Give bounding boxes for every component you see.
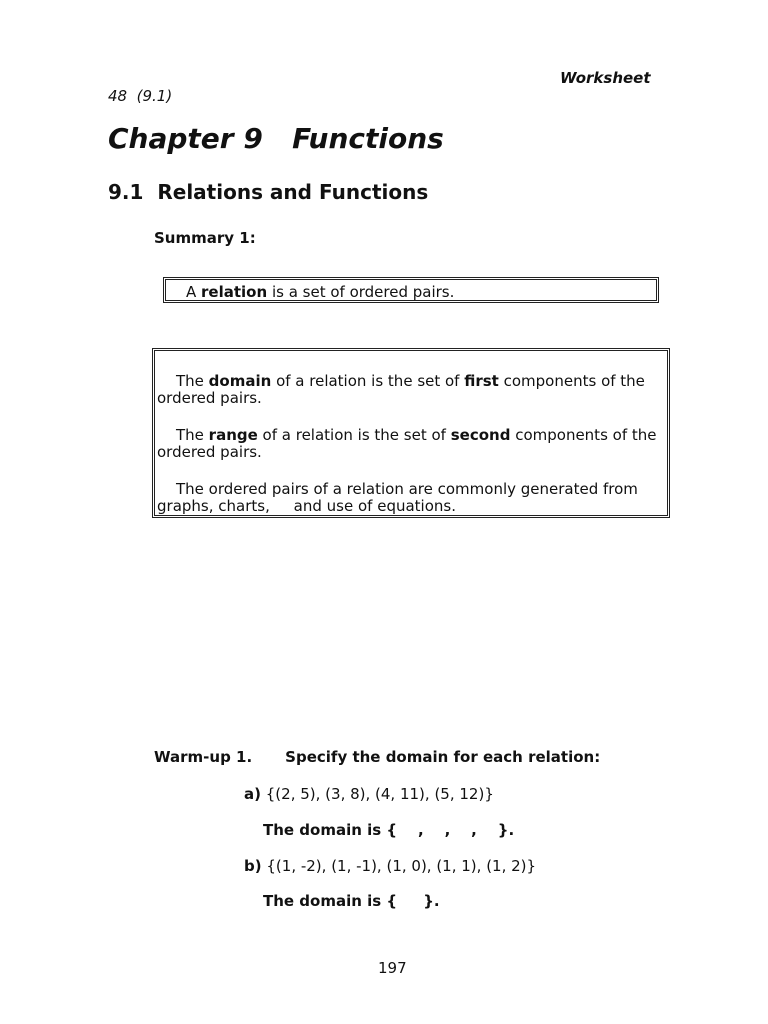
question-a xyxy=(244,785,494,803)
relation-pre: A xyxy=(186,283,202,301)
question-b xyxy=(244,857,536,875)
summary-label: Summary 1: xyxy=(154,229,256,247)
chapter-title: Chapter 9 Functions xyxy=(108,122,444,155)
question-a-set: {(2, 5), (3, 8), (4, 11), (5, 12)} xyxy=(265,785,494,803)
range-post: components of the ordered pairs. xyxy=(157,426,657,461)
ordered-pairs-note xyxy=(157,481,667,515)
worksheet-number: 48 (9.1) xyxy=(108,87,173,105)
domain-mid: of a relation is the set of xyxy=(271,372,465,390)
question-a-label: a) xyxy=(244,785,261,803)
section-title: 9.1 Relations and Functions xyxy=(108,180,429,204)
question-b-set: {(1, -2), (1, -1), (1, 0), (1, 1), (1, 2)} xyxy=(266,857,537,875)
range-pre: The xyxy=(176,426,209,444)
range-definition xyxy=(157,427,667,461)
range-mid: of a relation is the set of xyxy=(257,426,451,444)
answer-b: The domain is { }. xyxy=(263,892,440,910)
relation-definition-box xyxy=(163,277,659,303)
warmup-label: Warm-up 1. xyxy=(154,748,253,766)
note-text: The ordered pairs of a relation are commonly generated from graphs, charts, and use of equations. xyxy=(157,480,643,515)
domain-pre: The xyxy=(176,372,209,390)
domain-key: first xyxy=(464,372,499,390)
worksheet-label: Worksheet xyxy=(560,69,651,87)
relation-term: relation xyxy=(201,283,268,301)
warmup-instruction: Specify the domain for each relation: xyxy=(285,748,601,766)
page-number: 197 xyxy=(378,959,407,977)
warmup-heading xyxy=(154,748,600,766)
answer-a: The domain is { , , , }. xyxy=(263,821,515,839)
range-key: second xyxy=(450,426,511,444)
relation-post: is a set of ordered pairs. xyxy=(267,283,455,301)
range-term: range xyxy=(208,426,258,444)
relation-definition xyxy=(186,283,454,301)
domain-range-box xyxy=(152,348,670,518)
domain-term: domain xyxy=(208,372,272,390)
question-b-label: b) xyxy=(244,857,262,875)
domain-definition xyxy=(157,373,667,407)
domain-post: components of the ordered pairs. xyxy=(157,372,645,407)
